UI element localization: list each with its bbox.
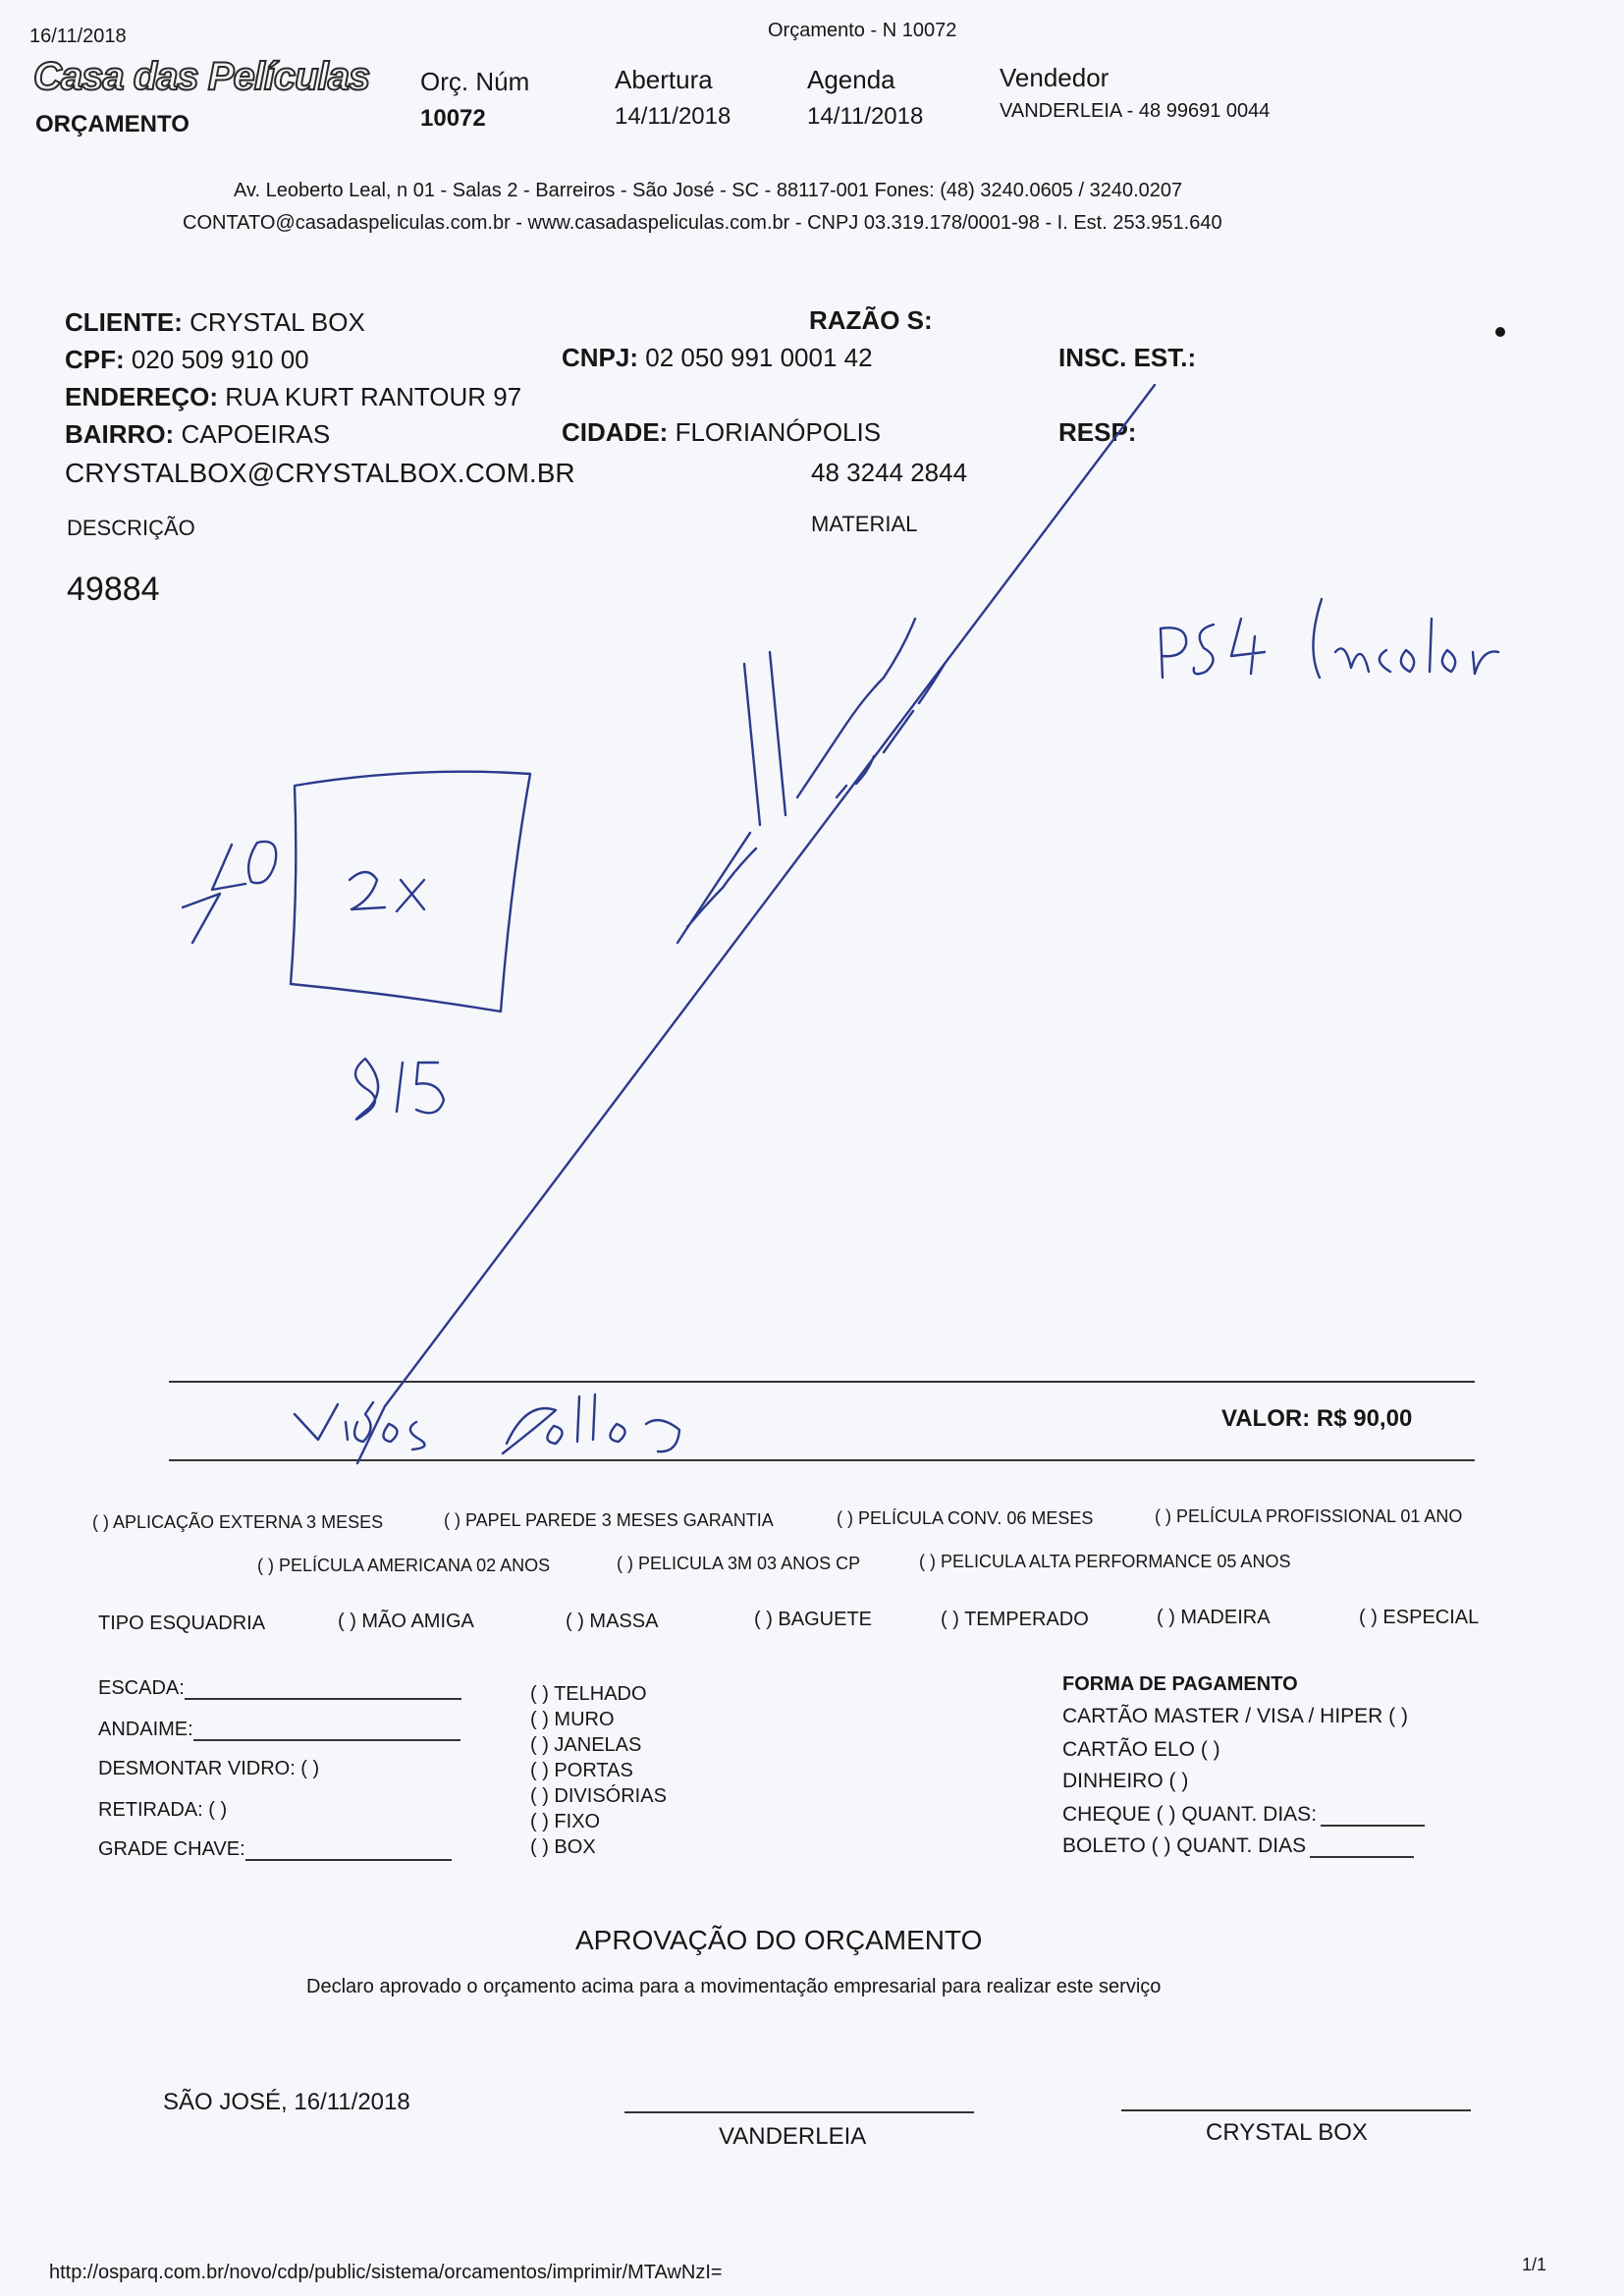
esquadria-temperado[interactable]: ( ) TEMPERADO xyxy=(941,1609,1089,1630)
hand-note-quantity xyxy=(350,872,424,911)
hand-note-material xyxy=(1161,599,1498,678)
seller-signature-name: VANDERLEIA xyxy=(719,2123,867,2150)
pagamento-cartao[interactable]: CARTÃO MASTER / VISA / HIPER ( ) xyxy=(1062,1705,1409,1727)
doc-title: Orçamento - N 10072 xyxy=(768,20,957,41)
cpf-label: CPF: xyxy=(65,345,125,374)
local-telhado[interactable]: ( ) TELHADO xyxy=(530,1683,647,1705)
hand-note-dimension-below xyxy=(355,1059,444,1120)
option-pelicula-profissional[interactable]: ( ) PELÍCULA PROFISSIONAL 01 ANO xyxy=(1155,1506,1463,1526)
resp-label: RESP: xyxy=(1058,417,1137,447)
option-aplicacao-externa[interactable]: ( ) APLICAÇÃO EXTERNA 3 MESES xyxy=(92,1512,384,1532)
vendedor-value: VANDERLEIA - 48 99691 0044 xyxy=(1000,100,1271,122)
hand-note-bottom xyxy=(295,1394,679,1453)
option-pelicula-conv[interactable]: ( ) PELÍCULA CONV. 06 MESES xyxy=(837,1508,1094,1528)
razao-label: RAZÃO S: xyxy=(809,305,933,335)
pagamento-dinheiro[interactable]: DINHEIRO ( ) xyxy=(1062,1770,1189,1792)
cpf-value: 020 509 910 00 xyxy=(131,345,309,374)
retirada[interactable]: RETIRADA: ( ) xyxy=(98,1799,228,1821)
item-code: 49884 xyxy=(67,571,160,608)
print-date: 16/11/2018 xyxy=(29,26,127,47)
abertura-label: Abertura xyxy=(615,65,713,94)
vendedor-label: Vendedor xyxy=(1000,63,1110,92)
abertura-value: 14/11/2018 xyxy=(615,103,731,130)
boleto-label[interactable]: BOLETO ( ) QUANT. DIAS xyxy=(1062,1834,1307,1857)
endereco-label: ENDEREÇO: xyxy=(65,382,219,411)
orc-num-value: 10072 xyxy=(420,105,486,132)
pagamento-elo[interactable]: CARTÃO ELO ( ) xyxy=(1062,1738,1220,1761)
company-contact: CONTATO@casadaspeliculas.com.br - www.casadaspeliculas.com.br - CNPJ 03.319.178/0001-98 - I. Est. 253.951.640 xyxy=(183,212,1222,234)
desmontar-vidro[interactable]: DESMONTAR VIDRO: ( ) xyxy=(98,1758,320,1779)
esquadria-madeira[interactable]: ( ) MADEIRA xyxy=(1157,1607,1271,1628)
option-pelicula-alta-performance[interactable]: ( ) PELICULA ALTA PERFORMANCE 05 ANOS xyxy=(919,1552,1291,1571)
client-signature-name: CRYSTAL BOX xyxy=(1206,2119,1368,2146)
ink-dot xyxy=(1495,327,1505,337)
strike-diagonal-tail xyxy=(357,1406,385,1463)
orc-num-label: Orç. Núm xyxy=(420,67,530,96)
footer-url[interactable]: http://osparq.com.br/novo/cdp/public/sistema/orcamentos/imprimir/MTAwNzI= xyxy=(49,2262,723,2283)
local-muro[interactable]: ( ) MURO xyxy=(530,1709,615,1730)
approval-text: Declaro aprovado o orçamento acima para a movimentação empresarial para realizar este serviço xyxy=(306,1976,1162,1997)
endereco-value: RUA KURT RANTOUR 97 xyxy=(225,382,522,411)
cidade-value: FLORIANÓPOLIS xyxy=(675,417,882,447)
hand-note-dimension-left xyxy=(183,842,276,943)
bairro-value: CAPOEIRAS xyxy=(181,419,331,449)
hand-signature-rotated xyxy=(677,619,915,943)
pagamento-title: FORMA DE PAGAMENTO xyxy=(1062,1673,1298,1695)
footer-page: 1/1 xyxy=(1522,2255,1547,2274)
local-box[interactable]: ( ) BOX xyxy=(530,1836,596,1858)
escada-label: ESCADA: xyxy=(98,1677,185,1699)
company-address: Av. Leoberto Leal, n 01 - Salas 2 - Barreiros - São José - SC - 88117-001 Fones: (48) 3240.0605 / 3240.0207 xyxy=(234,180,1183,201)
option-pelicula-3m[interactable]: ( ) PELICULA 3M 03 ANOS CP xyxy=(617,1554,861,1573)
cheque-label[interactable]: CHEQUE ( ) QUANT. DIAS: xyxy=(1062,1803,1318,1826)
approval-place-date: SÃO JOSÉ, 16/11/2018 xyxy=(163,2089,410,2115)
local-portas[interactable]: ( ) PORTAS xyxy=(530,1760,633,1781)
local-divisorias[interactable]: ( ) DIVISÓRIAS xyxy=(530,1785,667,1807)
esquadria-label: TIPO ESQUADRIA xyxy=(98,1613,266,1634)
cliente-value: CRYSTAL BOX xyxy=(189,307,365,337)
doc-type: ORÇAMENTO xyxy=(35,111,189,137)
bairro-label: BAIRRO: xyxy=(65,419,175,449)
esquadria-massa[interactable]: ( ) MASSA xyxy=(566,1611,659,1632)
cliente-label: CLIENTE: xyxy=(65,307,183,337)
client-email: CRYSTALBOX@CRYSTALBOX.COM.BR xyxy=(65,458,575,488)
esquadria-baguete[interactable]: ( ) BAGUETE xyxy=(754,1609,873,1630)
company-logo: Casa das Películas xyxy=(33,55,370,98)
approval-title: APROVAÇÃO DO ORÇAMENTO xyxy=(575,1925,983,1955)
andaime-label: ANDAIME: xyxy=(98,1719,193,1740)
cnpj-label: CNPJ: xyxy=(562,343,639,372)
esquadria-mao-amiga[interactable]: ( ) MÃO AMIGA xyxy=(338,1611,474,1632)
cidade-label: CIDADE: xyxy=(562,417,669,447)
agenda-label: Agenda xyxy=(807,65,895,94)
local-fixo[interactable]: ( ) FIXO xyxy=(530,1811,601,1832)
insc-label: INSC. EST.: xyxy=(1058,343,1197,372)
client-phone: 48 3244 2844 xyxy=(811,458,968,487)
valor-amount: R$ 90,00 xyxy=(1316,1405,1413,1432)
esquadria-especial[interactable]: ( ) ESPECIAL xyxy=(1359,1607,1480,1628)
option-pelicula-americana[interactable]: ( ) PELÍCULA AMERICANA 02 ANOS xyxy=(257,1556,551,1575)
local-janelas[interactable]: ( ) JANELAS xyxy=(530,1734,642,1756)
agenda-value: 14/11/2018 xyxy=(807,103,924,130)
strike-diagonal-line xyxy=(385,385,1155,1406)
material-label: MATERIAL xyxy=(811,512,918,536)
cnpj-value: 02 050 991 0001 42 xyxy=(645,343,873,372)
option-papel-parede[interactable]: ( ) PAPEL PAREDE 3 MESES GARANTIA xyxy=(444,1510,774,1530)
descricao-label: DESCRIÇÃO xyxy=(67,516,195,540)
grade-chave-label: GRADE CHAVE: xyxy=(98,1838,245,1860)
valor-label: VALOR: xyxy=(1221,1405,1311,1432)
